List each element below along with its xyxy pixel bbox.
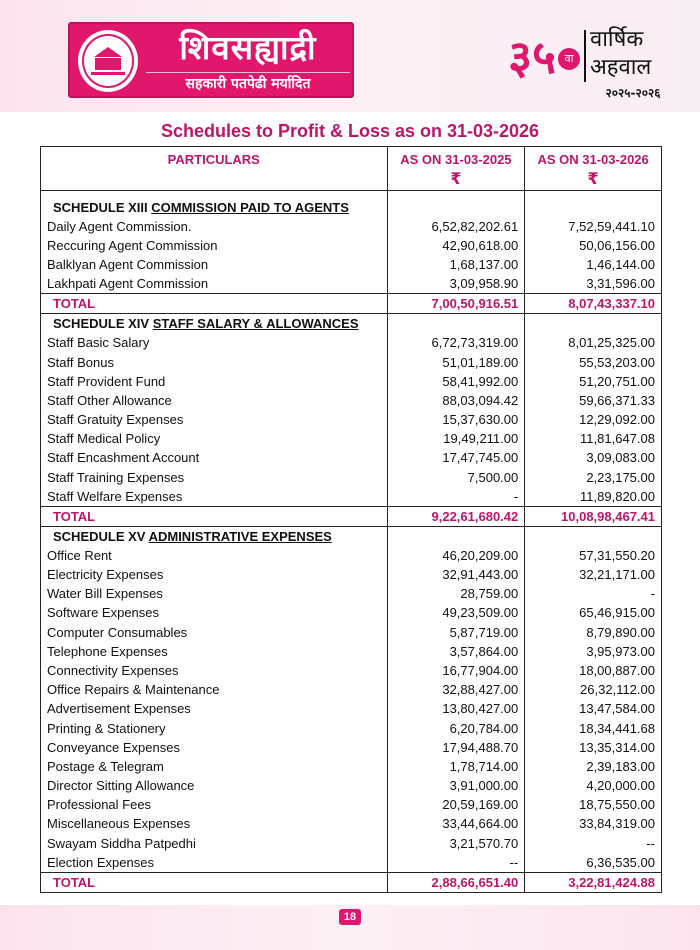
table-row: Miscellaneous Expenses 33,44,664.00 33,84,319.00 [41, 814, 662, 833]
table-header-row [41, 147, 662, 191]
table-row: Printing & Stationery 6,20,784.00 18,34,441.68 [41, 718, 662, 737]
col-header-2026: AS ON 31-03-2026 ₹ [525, 147, 662, 191]
org-name: शिवसह्याद्री [179, 28, 317, 67]
table-row: Staff Basic Salary 6,72,73,319.00 8,01,25,325.00 [41, 333, 662, 352]
table-row: Reccuring Agent Commission 42,90,618.00 50,06,156.00 [41, 236, 662, 255]
badge-word-annual: वार्षिक [590, 27, 644, 52]
total-row: TOTAL 2,88,66,651.40 3,22,81,424.88 [41, 872, 662, 892]
table-row: Staff Encashment Account 17,47,745.00 3,09,083.00 [41, 448, 662, 467]
badge-suffix: वा [558, 48, 580, 70]
table-row: Office Repairs & Maintenance 32,88,427.00 26,32,112.00 [41, 680, 662, 699]
org-logo [68, 22, 354, 98]
building-emblem-icon [78, 30, 138, 92]
table-row: Water Bill Expenses 28,759.00 - [41, 584, 662, 603]
badge-number: ३५ [508, 30, 556, 84]
table-row: Postage & Telegram 1,78,714.00 2,39,183.00 [41, 757, 662, 776]
table-row: Computer Consumables 5,87,719.00 8,79,890.00 [41, 623, 662, 642]
badge-year: २०२५-२०२६ [605, 86, 661, 100]
table-row: Connectivity Expenses 16,77,904.00 18,00,887.00 [41, 661, 662, 680]
table-row: Director Sitting Allowance 3,91,000.00 4,20,000.00 [41, 776, 662, 795]
rupee-icon: ₹ [587, 169, 599, 188]
table-row: Staff Bonus 51,01,189.00 55,53,203.00 [41, 352, 662, 371]
schedule-table [40, 146, 662, 893]
badge-divider [584, 30, 586, 82]
table-row: Daily Agent Commission. 6,52,82,202.61 7,52,59,441.10 [41, 217, 662, 236]
rupee-icon: ₹ [450, 169, 462, 188]
table-row: Election Expenses -- 6,36,535.00 [41, 853, 662, 873]
table-row: Software Expenses 49,23,509.00 65,46,915.00 [41, 603, 662, 622]
table-row: Staff Other Allowance 88,03,094.42 59,66,371.33 [41, 391, 662, 410]
table-row: Office Rent 46,20,209.00 57,31,550.20 [41, 546, 662, 565]
col-header-2025: AS ON 31-03-2025 ₹ [387, 147, 525, 191]
total-row: TOTAL 7,00,50,916.51 8,07,43,337.10 [41, 294, 662, 314]
table-row: Staff Provident Fund 58,41,992.00 51,20,751.00 [41, 372, 662, 391]
table-row: Staff Training Expenses 7,500.00 2,23,175.00 [41, 468, 662, 487]
table-row: Staff Gratuity Expenses 15,37,630.00 12,29,092.00 [41, 410, 662, 429]
table-row: Swayam Siddha Patpedhi 3,21,570.70 -- [41, 834, 662, 853]
table-row: Staff Medical Policy 19,49,211.00 11,81,647.08 [41, 429, 662, 448]
col-header-particulars: PARTICULARS [41, 147, 388, 191]
schedule-heading: SCHEDULE XIV STAFF SALARY & ALLOWANCES [41, 314, 662, 334]
table-row: Telephone Expenses 3,57,864.00 3,95,973.00 [41, 642, 662, 661]
page-number: 18 [339, 909, 361, 925]
table-row: Advertisement Expenses 13,80,427.00 13,47,584.00 [41, 699, 662, 718]
table-row: Electricity Expenses 32,91,443.00 32,21,171.00 [41, 565, 662, 584]
schedule-heading: SCHEDULE XV ADMINISTRATIVE EXPENSES [41, 526, 662, 546]
table-row: Professional Fees 20,59,169.00 18,75,550.00 [41, 795, 662, 814]
table-row: Conveyance Expenses 17,94,488.70 13,35,314.00 [41, 738, 662, 757]
page-title: Schedules to Profit & Loss as on 31-03-2026 [160, 121, 540, 141]
table-row: Staff Welfare Expenses - 11,89,820.00 [41, 487, 662, 507]
table-row: Balklyan Agent Commission 1,68,137.00 1,46,144.00 [41, 255, 662, 274]
org-subtitle: सहकारी पतपेढी मर्यादित [146, 72, 350, 94]
total-row: TOTAL 9,22,61,680.42 10,08,98,467.41 [41, 506, 662, 526]
schedule-heading: SCHEDULE XIII COMMISSION PAID TO AGENTS [41, 198, 662, 217]
annual-report-badge [488, 20, 678, 104]
badge-word-report: अहवाल [590, 55, 652, 80]
table-row: Lakhpati Agent Commission 3,09,958.90 3,31,596.00 [41, 274, 662, 294]
